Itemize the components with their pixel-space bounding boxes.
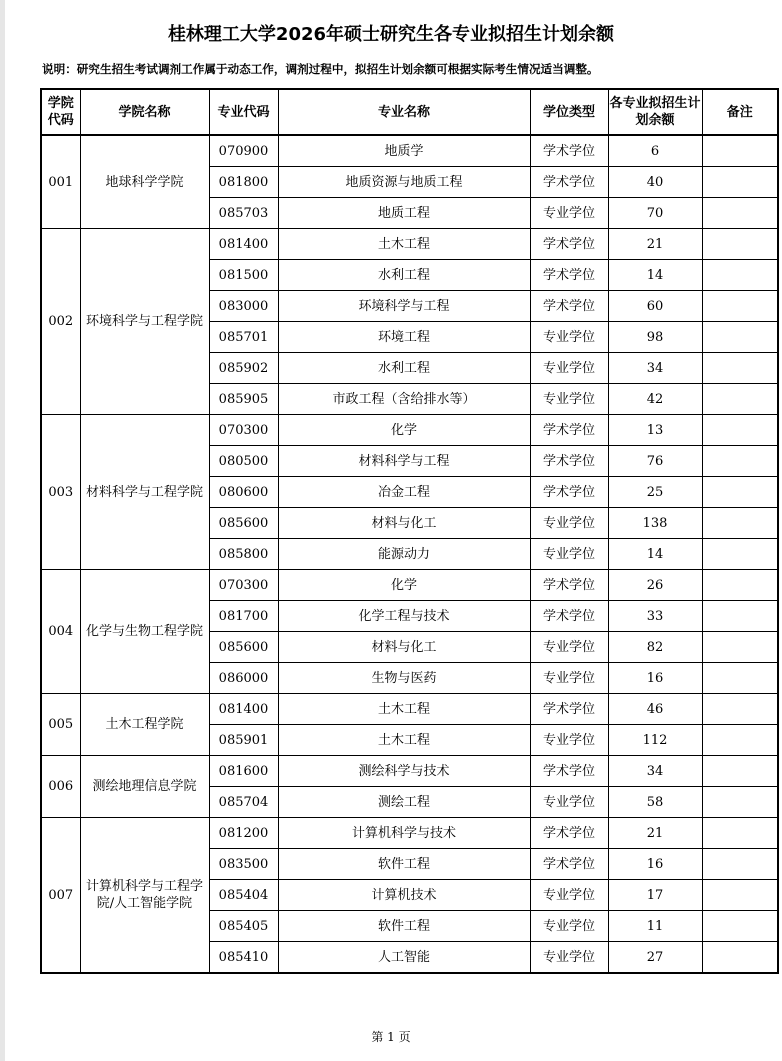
quota-cell: 21 — [608, 818, 702, 849]
major-name-cell: 生物与医药 — [278, 663, 530, 694]
degree-type-cell: 专业学位 — [530, 942, 608, 974]
major-name-cell: 化学 — [278, 570, 530, 601]
degree-type-cell: 学术学位 — [530, 818, 608, 849]
document-note: 说明：研究生招生考试调剂工作属于动态工作，调剂过程中，拟招生计划余额可根据实际考生情况适当调整。 — [42, 62, 599, 76]
quota-cell: 11 — [608, 911, 702, 942]
degree-type-cell: 专业学位 — [530, 508, 608, 539]
page-number: 第 1 页 — [371, 1030, 411, 1044]
major-name-cell: 地质工程 — [278, 198, 530, 229]
table-row — [41, 694, 778, 725]
header-quota: 各专业拟招生计划余额 — [608, 89, 702, 135]
quota-cell: 16 — [608, 849, 702, 880]
major-code-cell: 085701 — [209, 322, 278, 353]
remark-cell — [702, 291, 778, 322]
table-row — [41, 229, 778, 260]
degree-type-cell: 专业学位 — [530, 353, 608, 384]
degree-type-cell: 学术学位 — [530, 570, 608, 601]
college-name-cell: 计算机科学与工程学院/人工智能学院 — [80, 818, 209, 974]
major-name-cell: 水利工程 — [278, 353, 530, 384]
quota-cell: 16 — [608, 663, 702, 694]
quota-cell: 112 — [608, 725, 702, 756]
degree-type-cell: 专业学位 — [530, 911, 608, 942]
quota-cell: 14 — [608, 260, 702, 291]
quota-cell: 58 — [608, 787, 702, 818]
major-code-cell: 086000 — [209, 663, 278, 694]
remark-cell — [702, 570, 778, 601]
major-name-cell: 地质资源与地质工程 — [278, 167, 530, 198]
degree-type-cell: 专业学位 — [530, 663, 608, 694]
remark-cell — [702, 818, 778, 849]
remark-cell — [702, 229, 778, 260]
remark-cell — [702, 446, 778, 477]
major-name-cell: 材料与化工 — [278, 508, 530, 539]
remark-cell — [702, 787, 778, 818]
quota-cell: 6 — [608, 135, 702, 167]
major-name-cell: 计算机科学与技术 — [278, 818, 530, 849]
remark-cell — [702, 880, 778, 911]
degree-type-cell: 专业学位 — [530, 725, 608, 756]
quota-cell: 34 — [608, 353, 702, 384]
major-code-cell: 081700 — [209, 601, 278, 632]
major-code-cell: 080500 — [209, 446, 278, 477]
major-name-cell: 水利工程 — [278, 260, 530, 291]
quota-cell: 25 — [608, 477, 702, 508]
remark-cell — [702, 756, 778, 787]
degree-type-cell: 专业学位 — [530, 539, 608, 570]
remark-cell — [702, 415, 778, 446]
degree-type-cell: 学术学位 — [530, 601, 608, 632]
quota-cell: 17 — [608, 880, 702, 911]
major-code-cell: 085800 — [209, 539, 278, 570]
quota-cell: 33 — [608, 601, 702, 632]
college-name-cell: 土木工程学院 — [80, 694, 209, 756]
remark-cell — [702, 725, 778, 756]
major-name-cell: 能源动力 — [278, 539, 530, 570]
table-row — [41, 570, 778, 601]
table-row — [41, 135, 778, 167]
remark-cell — [702, 539, 778, 570]
degree-type-cell: 专业学位 — [530, 880, 608, 911]
major-code-cell: 085704 — [209, 787, 278, 818]
college-code-cell: 002 — [41, 229, 80, 415]
major-code-cell: 081400 — [209, 694, 278, 725]
college-name-cell: 测绘地理信息学院 — [80, 756, 209, 818]
major-code-cell: 085410 — [209, 942, 278, 974]
remark-cell — [702, 601, 778, 632]
degree-type-cell: 学术学位 — [530, 446, 608, 477]
major-code-cell: 085405 — [209, 911, 278, 942]
major-code-cell: 081800 — [209, 167, 278, 198]
quota-cell: 70 — [608, 198, 702, 229]
quota-cell: 46 — [608, 694, 702, 725]
quota-cell: 26 — [608, 570, 702, 601]
college-code-cell: 001 — [41, 135, 80, 229]
remark-cell — [702, 322, 778, 353]
degree-type-cell: 专业学位 — [530, 322, 608, 353]
quota-cell: 40 — [608, 167, 702, 198]
major-name-cell: 计算机技术 — [278, 880, 530, 911]
remark-cell — [702, 167, 778, 198]
remark-cell — [702, 911, 778, 942]
degree-type-cell: 学术学位 — [530, 167, 608, 198]
major-code-cell: 085902 — [209, 353, 278, 384]
header-college-name: 学院名称 — [80, 89, 209, 135]
major-name-cell: 化学工程与技术 — [278, 601, 530, 632]
remark-cell — [702, 849, 778, 880]
college-name-cell: 化学与生物工程学院 — [80, 570, 209, 694]
table-row — [41, 756, 778, 787]
college-code-cell: 007 — [41, 818, 80, 974]
remark-cell — [702, 135, 778, 167]
major-name-cell: 土木工程 — [278, 229, 530, 260]
degree-type-cell: 学术学位 — [530, 260, 608, 291]
remark-cell — [702, 353, 778, 384]
header-remark: 备注 — [702, 89, 778, 135]
remark-cell — [702, 477, 778, 508]
college-code-cell: 004 — [41, 570, 80, 694]
college-code-cell: 005 — [41, 694, 80, 756]
major-code-cell: 085600 — [209, 632, 278, 663]
header-degree-type: 学位类型 — [530, 89, 608, 135]
quota-cell: 60 — [608, 291, 702, 322]
quota-cell: 138 — [608, 508, 702, 539]
degree-type-cell: 学术学位 — [530, 849, 608, 880]
major-name-cell: 人工智能 — [278, 942, 530, 974]
major-code-cell: 081500 — [209, 260, 278, 291]
degree-type-cell: 学术学位 — [530, 756, 608, 787]
major-name-cell: 市政工程（含给排水等） — [278, 384, 530, 415]
major-name-cell: 材料科学与工程 — [278, 446, 530, 477]
degree-type-cell: 学术学位 — [530, 694, 608, 725]
header-college-code: 学院代码 — [41, 89, 80, 135]
major-name-cell: 冶金工程 — [278, 477, 530, 508]
degree-type-cell: 学术学位 — [530, 291, 608, 322]
degree-type-cell: 专业学位 — [530, 384, 608, 415]
major-code-cell: 070300 — [209, 570, 278, 601]
major-name-cell: 软件工程 — [278, 911, 530, 942]
quota-cell: 34 — [608, 756, 702, 787]
degree-type-cell: 专业学位 — [530, 198, 608, 229]
major-name-cell: 环境科学与工程 — [278, 291, 530, 322]
quota-cell: 76 — [608, 446, 702, 477]
quota-cell: 82 — [608, 632, 702, 663]
remark-cell — [702, 198, 778, 229]
college-code-cell: 003 — [41, 415, 80, 570]
major-name-cell: 环境工程 — [278, 322, 530, 353]
major-code-cell: 070900 — [209, 135, 278, 167]
table-body — [41, 135, 778, 973]
remark-cell — [702, 384, 778, 415]
major-name-cell: 化学 — [278, 415, 530, 446]
major-code-cell: 085901 — [209, 725, 278, 756]
quota-cell: 14 — [608, 539, 702, 570]
college-name-cell: 材料科学与工程学院 — [80, 415, 209, 570]
degree-type-cell: 专业学位 — [530, 787, 608, 818]
table-row — [41, 818, 778, 849]
quota-cell: 27 — [608, 942, 702, 974]
table-row — [41, 415, 778, 446]
quota-cell: 98 — [608, 322, 702, 353]
remark-cell — [702, 508, 778, 539]
major-code-cell: 070300 — [209, 415, 278, 446]
degree-type-cell: 专业学位 — [530, 632, 608, 663]
quota-cell: 13 — [608, 415, 702, 446]
major-code-cell: 085703 — [209, 198, 278, 229]
major-code-cell: 085905 — [209, 384, 278, 415]
major-code-cell: 081200 — [209, 818, 278, 849]
major-name-cell: 材料与化工 — [278, 632, 530, 663]
college-name-cell: 环境科学与工程学院 — [80, 229, 209, 415]
college-code-cell: 006 — [41, 756, 80, 818]
remark-cell — [702, 663, 778, 694]
degree-type-cell: 学术学位 — [530, 229, 608, 260]
major-name-cell: 测绘工程 — [278, 787, 530, 818]
major-code-cell: 083000 — [209, 291, 278, 322]
degree-type-cell: 学术学位 — [530, 415, 608, 446]
major-code-cell: 080600 — [209, 477, 278, 508]
degree-type-cell: 学术学位 — [530, 477, 608, 508]
remark-cell — [702, 942, 778, 974]
major-code-cell: 081600 — [209, 756, 278, 787]
quota-cell: 21 — [608, 229, 702, 260]
major-code-cell: 081400 — [209, 229, 278, 260]
major-name-cell: 土木工程 — [278, 725, 530, 756]
major-code-cell: 085600 — [209, 508, 278, 539]
remark-cell — [702, 260, 778, 291]
quota-table — [40, 88, 779, 974]
major-code-cell: 083500 — [209, 849, 278, 880]
remark-cell — [702, 632, 778, 663]
major-code-cell: 085404 — [209, 880, 278, 911]
major-name-cell: 测绘科学与技术 — [278, 756, 530, 787]
header-major-code: 专业代码 — [209, 89, 278, 135]
major-name-cell: 地质学 — [278, 135, 530, 167]
degree-type-cell: 学术学位 — [530, 135, 608, 167]
document-title: 桂林理工大学2026年硕士研究生各专业拟招生计划余额 — [167, 24, 615, 45]
college-name-cell: 地球科学学院 — [80, 135, 209, 229]
table-header-row — [41, 89, 778, 135]
major-name-cell: 土木工程 — [278, 694, 530, 725]
page-edge — [0, 0, 5, 1061]
header-major-name: 专业名称 — [278, 89, 530, 135]
remark-cell — [702, 694, 778, 725]
major-name-cell: 软件工程 — [278, 849, 530, 880]
quota-cell: 42 — [608, 384, 702, 415]
